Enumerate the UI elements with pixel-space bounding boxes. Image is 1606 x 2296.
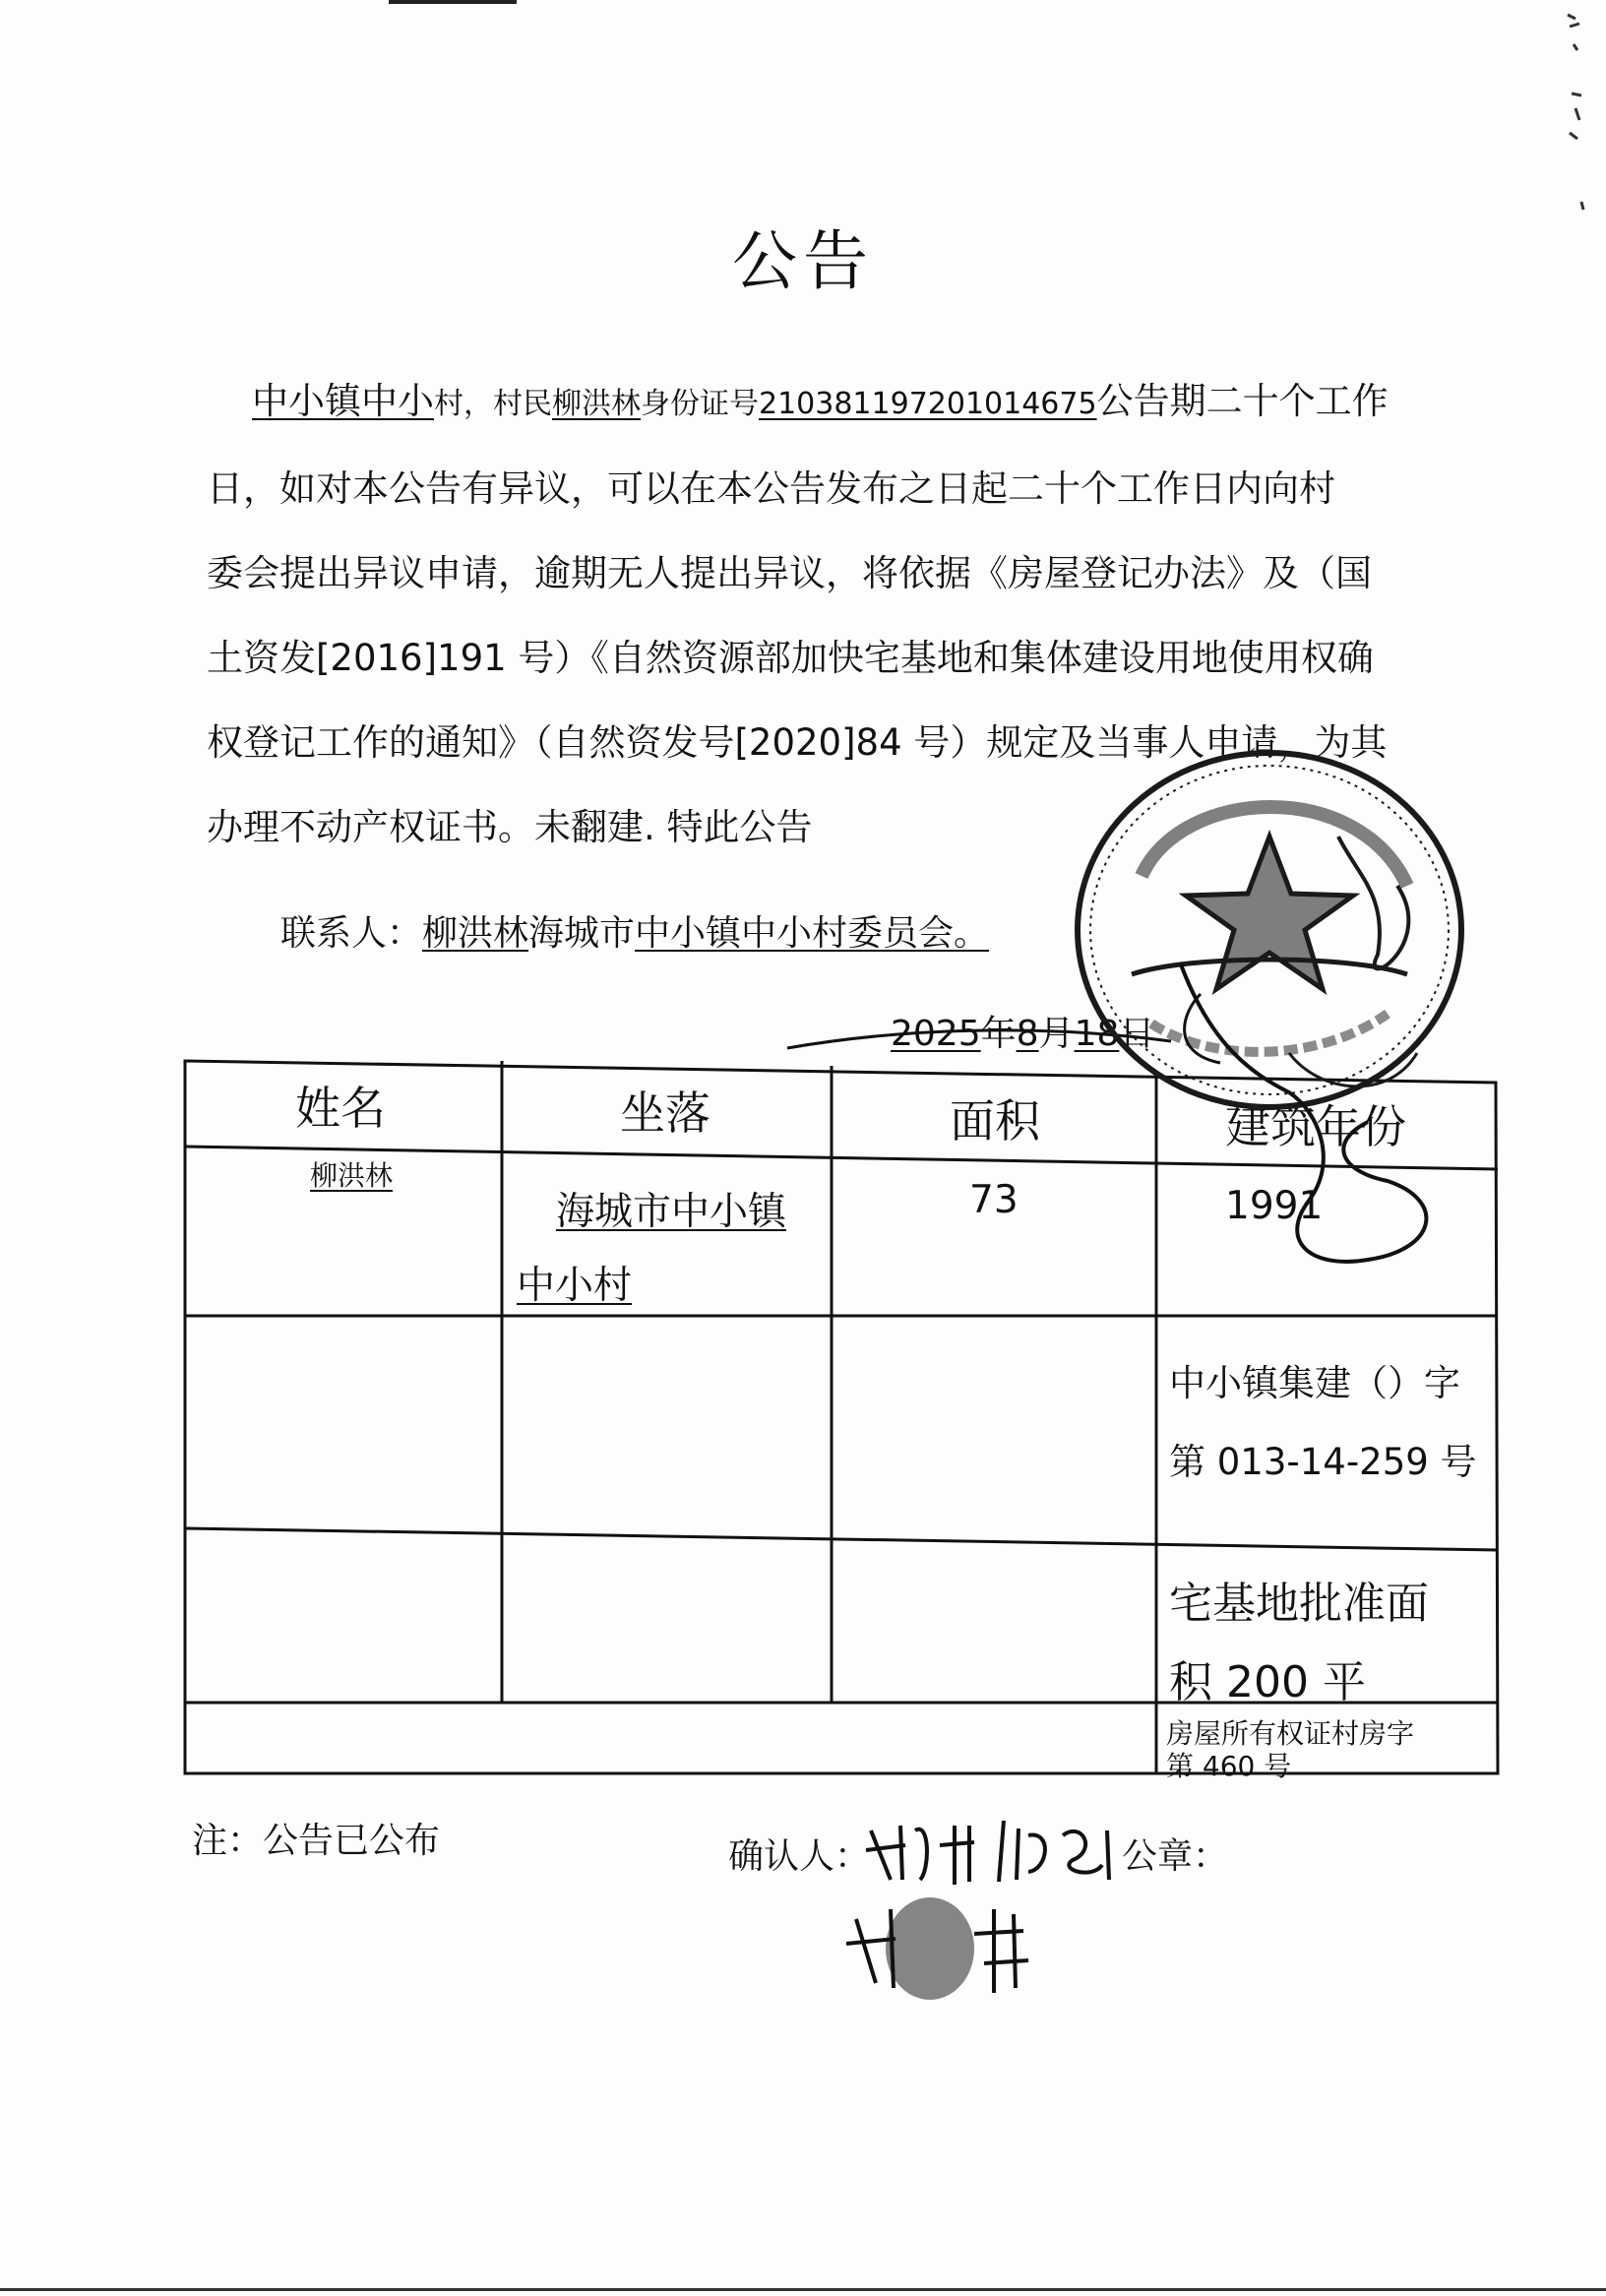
scan-edge-line	[389, 0, 517, 4]
town-village: 中小镇中小	[252, 380, 434, 422]
contact-name: 柳洪林	[422, 913, 529, 954]
header-year: 建筑年份	[1225, 1100, 1406, 1153]
notice-title: 公告	[732, 223, 874, 299]
body-line-5: 权登记工作的通知》（自然资发号[2020]84 号）规定及当事人申请，为其	[207, 721, 1388, 764]
body-line-4: 土资发[2016]191 号）《自然资源部加快宅基地和集体建设用地使用权确	[207, 637, 1374, 679]
row1-name: 柳洪林	[310, 1159, 394, 1192]
fingerprint-signature	[836, 1890, 1063, 2008]
row2-note-line1: 中小镇集建（）字	[1169, 1362, 1460, 1404]
body-line-3: 委会提出异议申请，逾期无人提出异议，将依据《房屋登记办法》及（国	[207, 552, 1372, 594]
row4-note-line1: 房屋所有权证村房字	[1166, 1717, 1415, 1750]
scan-bottom-line	[0, 2288, 1606, 2291]
confirm-label: 确认人：	[728, 1836, 871, 1877]
footer-note: 注：公告已公布	[192, 1821, 441, 1861]
id-number: 210381197201014675	[759, 387, 1097, 421]
header-location: 坐落	[620, 1086, 710, 1140]
row1-location-line2: 中小村	[517, 1264, 633, 1308]
body-line-6: 办理不动产权证书。未翻建. 特此公告	[207, 806, 813, 848]
contact-org: 中小镇中小村委员会。	[635, 913, 990, 954]
contact-line: 联系人：柳洪林海城市中小镇中小村委员会。	[280, 913, 990, 954]
person-name: 柳洪林	[552, 387, 641, 421]
row3-note-line2: 积 200 平	[1169, 1657, 1366, 1707]
header-area: 面积	[950, 1094, 1040, 1148]
row1-location-line1: 海城市中小镇	[556, 1190, 787, 1234]
row2-note-line2: 第 013-14-259 号	[1169, 1441, 1477, 1483]
body-line-2: 日，如对本公告有异议，可以在本公告发布之日起二十个工作日内向村	[207, 467, 1335, 510]
row1-area: 73	[969, 1178, 1019, 1222]
header-name: 姓名	[295, 1082, 386, 1135]
scan-corner-marks	[1560, 5, 1599, 221]
row3-note-line1: 宅基地批准面	[1169, 1579, 1429, 1629]
row4-note-line2: 第 460 号	[1166, 1750, 1292, 1782]
notice-date: 2025年8月18日	[891, 1014, 1155, 1054]
handwritten-signature	[861, 1811, 1146, 1890]
pen-scribble	[1142, 886, 1476, 1309]
row1-year: 1991	[1225, 1184, 1324, 1228]
official-seal-label: 公章：	[1122, 1836, 1229, 1877]
notice-body: 中小镇中小村，村民柳洪林身份证号210381197201014675公告期二十个工作 日，如对本公告有异议，可以在本公告发布之日起二十个工作日内向村 委会提出异议申请，逾期无人提出异议，将依据《房屋登记办法》及（国 土资发[2016]191 号）《自然资源部加快宅基地和集体建设用地使用权确 权登记工作的通知》（自然资发号[2020]84 号）规定及当事人申请，为其 办理不动产权证书。未翻建. 特此公告	[207, 380, 1389, 848]
